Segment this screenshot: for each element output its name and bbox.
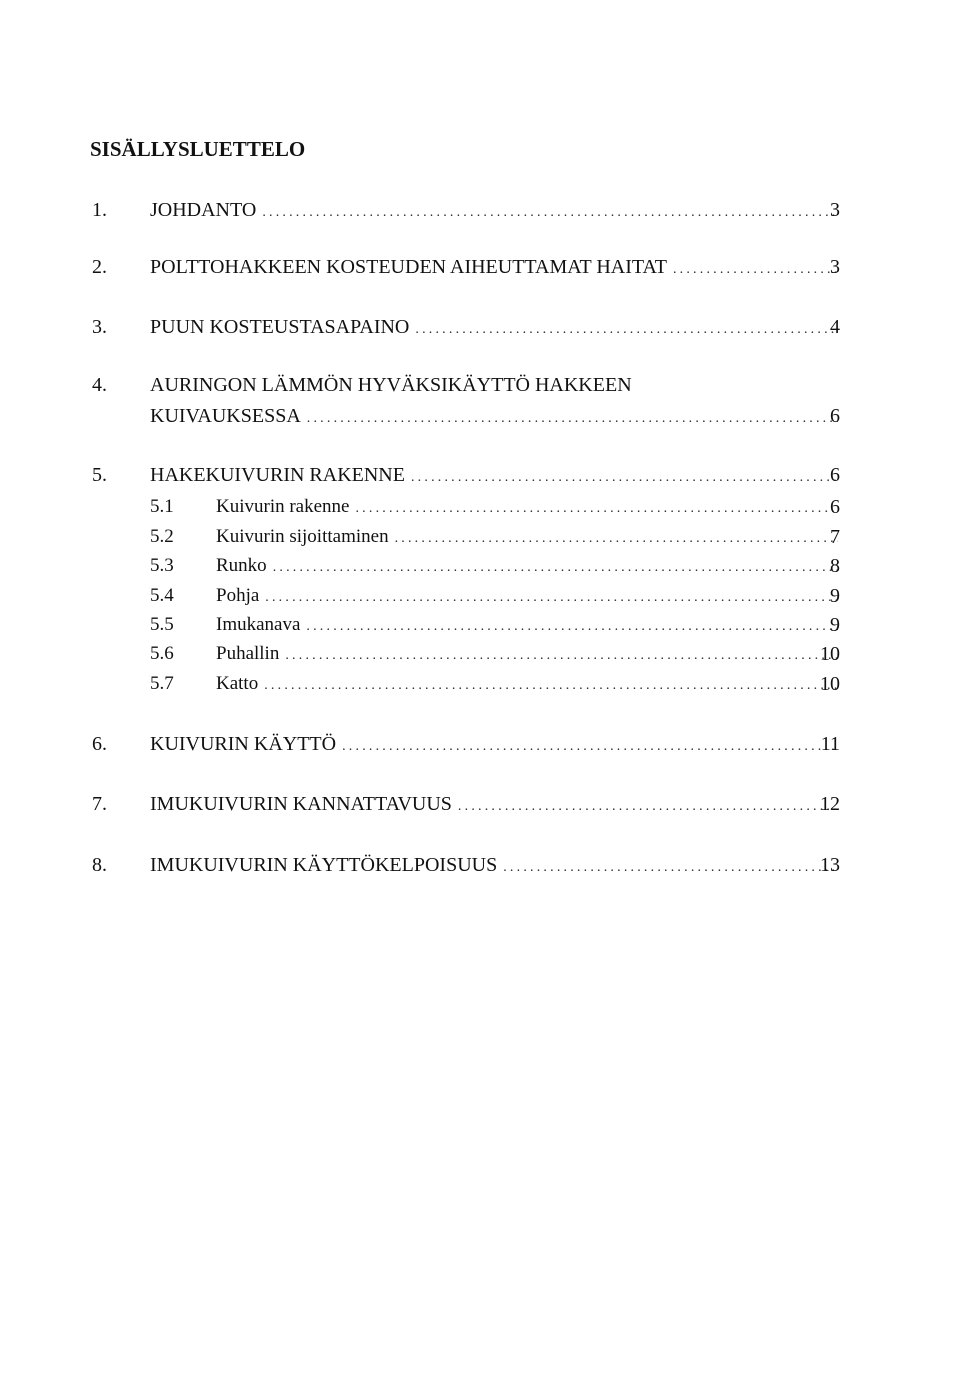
toc-entry-page: 7 bbox=[830, 526, 840, 548]
toc-entry-label: PUUN KOSTEUSTASAPAINO bbox=[150, 316, 410, 338]
toc-entry-page: 10 bbox=[820, 673, 840, 695]
dot-leader bbox=[395, 531, 838, 547]
toc-entry-label: KUIVAUKSESSA bbox=[150, 405, 301, 427]
toc-entry-2[interactable] bbox=[0, 256, 960, 286]
toc-entry-page: 9 bbox=[830, 614, 840, 636]
toc-entry-page: 8 bbox=[830, 555, 840, 577]
toc-entry-5-4[interactable] bbox=[0, 585, 960, 615]
toc-entry-page: 3 bbox=[830, 199, 840, 221]
toc-entry-number: 6. bbox=[92, 733, 107, 755]
toc-entry-number: 1. bbox=[92, 199, 107, 221]
toc-entry-label: Imukanava bbox=[216, 614, 301, 635]
toc-entry-1[interactable] bbox=[0, 199, 960, 229]
toc-entry-5-6[interactable] bbox=[0, 643, 960, 673]
toc-entry-page: 6 bbox=[830, 405, 840, 427]
toc-entry-label: IMUKUIVURIN KANNATTAVUUS bbox=[150, 793, 452, 815]
toc-entry-5-7[interactable] bbox=[0, 673, 960, 703]
toc-entry-5-3[interactable] bbox=[0, 555, 960, 585]
toc-entry-number: 8. bbox=[92, 854, 107, 876]
toc-entry-page: 13 bbox=[820, 854, 840, 876]
toc-entry-6[interactable] bbox=[0, 733, 960, 763]
toc-entry-5-1[interactable] bbox=[0, 496, 960, 526]
toc-entry-page: 12 bbox=[820, 793, 840, 815]
toc-entry-8[interactable] bbox=[0, 854, 960, 884]
toc-entry-number: 4. bbox=[92, 374, 107, 396]
toc-entry-label: IMUKUIVURIN KÄYTTÖKELPOISUUS bbox=[150, 854, 498, 876]
dot-leader bbox=[355, 501, 838, 517]
toc-entry-label: Pohja bbox=[216, 585, 260, 606]
dot-leader bbox=[307, 411, 838, 427]
toc-entry-4[interactable] bbox=[0, 374, 960, 404]
toc-entry-number: 5.2 bbox=[150, 526, 174, 547]
toc-entry-label: JOHDANTO bbox=[150, 199, 257, 221]
dot-leader bbox=[262, 205, 838, 221]
toc-entry-label-line1: AURINGON LÄMMÖN HYVÄKSIKÄYTTÖ HAKKEEN bbox=[150, 374, 632, 396]
toc-entry-page: 4 bbox=[830, 316, 840, 338]
dot-leader bbox=[411, 470, 838, 486]
toc-entry-label: Runko bbox=[216, 555, 267, 576]
toc-entry-page: 6 bbox=[830, 464, 840, 486]
dot-leader bbox=[264, 678, 838, 694]
toc-entry-number: 5.1 bbox=[150, 496, 174, 517]
toc-entry-number: 5.5 bbox=[150, 614, 174, 635]
toc-entry-7[interactable] bbox=[0, 793, 960, 823]
dot-leader bbox=[503, 860, 838, 876]
toc-entry-page: 6 bbox=[830, 496, 840, 518]
toc-entry-number: 7. bbox=[92, 793, 107, 815]
toc-entry-number: 2. bbox=[92, 256, 107, 278]
dot-leader bbox=[306, 619, 838, 635]
toc-entry-5-2[interactable] bbox=[0, 526, 960, 556]
toc-entry-number: 5.3 bbox=[150, 555, 174, 576]
dot-leader bbox=[415, 322, 838, 338]
toc-entry-page: 3 bbox=[830, 256, 840, 278]
toc-entry-3[interactable] bbox=[0, 316, 960, 346]
toc-entry-page: 11 bbox=[820, 733, 840, 755]
toc-entry-4-continued[interactable] bbox=[0, 405, 960, 435]
toc-entry-number: 5. bbox=[92, 464, 107, 486]
toc-entry-label: Puhallin bbox=[216, 643, 280, 664]
page-title: SISÄLLYSLUETTELO bbox=[90, 137, 306, 161]
dot-leader bbox=[265, 590, 838, 606]
toc-entry-label: Katto bbox=[216, 673, 259, 694]
dot-leader bbox=[342, 739, 838, 755]
toc-entry-number: 5.6 bbox=[150, 643, 174, 664]
toc-entry-page: 10 bbox=[820, 643, 840, 665]
toc-entry-label: POLTTOHAKKEEN KOSTEUDEN AIHEUTTAMAT HAITAT bbox=[150, 256, 667, 278]
toc-entry-label: Kuivurin rakenne bbox=[216, 496, 350, 517]
toc-entry-5[interactable] bbox=[0, 464, 960, 494]
toc-entry-5-5[interactable] bbox=[0, 614, 960, 644]
toc-entry-number: 5.4 bbox=[150, 585, 174, 606]
toc-entry-label: HAKEKUIVURIN RAKENNE bbox=[150, 464, 405, 486]
toc-entry-label: KUIVURIN KÄYTTÖ bbox=[150, 733, 337, 755]
toc-entry-number: 5.7 bbox=[150, 673, 174, 694]
dot-leader bbox=[273, 560, 838, 576]
toc-entry-number: 3. bbox=[92, 316, 107, 338]
toc-entry-label: Kuivurin sijoittaminen bbox=[216, 526, 389, 547]
toc-entry-page: 9 bbox=[830, 585, 840, 607]
dot-leader bbox=[458, 799, 838, 815]
dot-leader bbox=[285, 648, 838, 664]
